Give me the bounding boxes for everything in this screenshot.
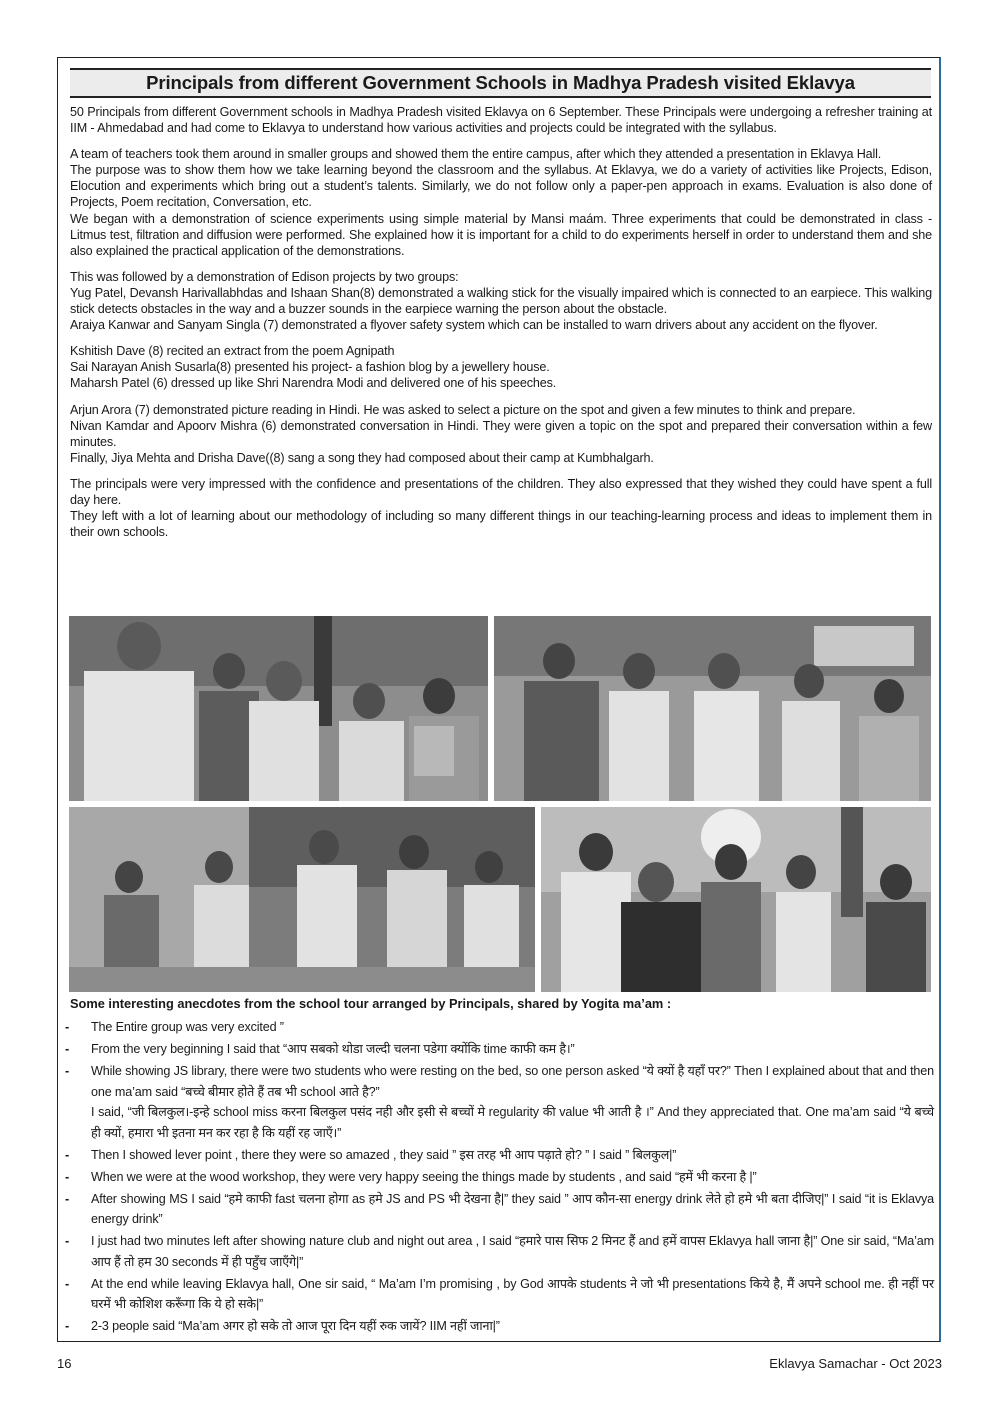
photo-image-icon	[541, 807, 931, 992]
paragraph: Kshitish Dave (8) recited an extract from the poem Agnipath	[70, 344, 395, 359]
paragraph: Maharsh Patel (6) dressed up like Shri Narendra Modi and delivered one of his speeches.	[70, 376, 557, 391]
list-item	[62, 1145, 934, 1166]
paragraph: The purpose was to show them how we take learning beyond the classroom and the syllabus. At Eklavya, we do a variety of activities like Projects, Edison, Elocution and experiments which bring out a student’s talents. Similarly, we do not follow only a paper-pen approach in exams. Evaluation is also done of Projects, Poem recitation, Conversation, etc.	[70, 163, 932, 210]
paragraph: They left with a lot of learning about our methodology of including so many different things in our teaching-learning process and ideas to implement them in their own schools.	[70, 509, 932, 540]
page-number: 16	[57, 1356, 72, 1371]
list-item	[62, 1231, 934, 1272]
paragraph: This was followed by a demonstration of Edison projects by two groups:	[70, 269, 459, 284]
photo-group-principals-workshop	[69, 807, 535, 992]
dash-bullet-icon: -	[65, 1319, 70, 1333]
paragraph: Yug Patel, Devansh Harivallabhdas and Ishaan Shan(8) demonstrated a walking stick for the visually impaired which is connected to an earpiece. This walking stick detects obstacles in the way and a buzzer sounds in the earpiece warning the person about the obstacle.	[70, 285, 932, 317]
anecdote-text: The Entire group was very excited ”	[91, 1020, 284, 1034]
list-item	[62, 1061, 934, 1143]
photo-image-icon	[494, 616, 931, 801]
photo-image-icon	[69, 616, 488, 801]
list-item	[62, 1039, 934, 1060]
anecdote-text: When we were at the wood workshop, they were very happy seeing the things made by students , and said “हमें भी करना है |”	[91, 1169, 757, 1184]
dash-bullet-icon: -	[65, 1276, 70, 1291]
dash-bullet-icon: -	[65, 1020, 70, 1034]
paragraph: 50 Principals from different Government schools in Madhya Pradesh visited Eklavya on 6 September. These Principals were undergoing a refresher training at IIM - Ahmedabad and had come to Eklavya to understand how various activities and projects could be integrated with the syllabus.	[70, 105, 932, 136]
article-title: Principals from different Government Schools in Madhya Pradesh visited Eklavya	[146, 72, 855, 93]
list-item	[62, 1167, 934, 1188]
dash-bullet-icon: -	[65, 1064, 70, 1078]
paragraph: Finally, Jiya Mehta and Drisha Dave((8) sang a song they had composed about their camp at Kumbhalgarh.	[70, 450, 654, 465]
article-body	[70, 104, 932, 540]
anecdote-text: While showing JS library, there were two students who were resting on the bed, so one person asked “ये क्यों है यहाँ पर?” Then I explained about that and then one ma’am said “बच्चे बीमार होते हैं तब भी school आते है?”	[91, 1064, 934, 1099]
paragraph: A team of teachers took them around in smaller groups and showed them the entire campus, after which they attended a presentation in Eklavya Hall.	[70, 147, 882, 162]
list-item	[62, 1316, 934, 1337]
paragraph: Araiya Kanwar and Sanyam Singla (7) demonstrated a flyover safety system which can be installed to warn drivers about any accident on the flyover.	[70, 318, 878, 333]
dash-bullet-icon: -	[65, 1191, 70, 1206]
anecdote-text: 2-3 people said “Ma’am अगर हो सके तो आज पूरा दिन यहीं रुक जायें? IIM नहीं जाना|”	[91, 1319, 500, 1333]
dash-bullet-icon: -	[65, 1147, 70, 1162]
list-item	[62, 1274, 934, 1315]
paragraph: We began with a demonstration of science experiments using simple material by Mansi maám. Three experiments that could be demonstrated in class - Litmus test, filtration and diffusion were performed. She explained how it is important for a child to do experiments herself in order to understand them and she also explained the practical application of the demonstrations.	[70, 211, 932, 258]
publication-name: Eklavya Samachar - Oct 2023	[769, 1356, 942, 1371]
anecdote-text: At the end while leaving Eklavya hall, One sir said, “ Ma’am I’m promising , by God आपके students ने जो भी presentations किये है, मैं अपने school me. ही नहीं पर घरमें भी कोशिश करूँगा कि ये हो सके|”	[91, 1276, 934, 1311]
photo-group-principals-outdoor	[69, 616, 488, 801]
anecdote-text: After showing MS I said “हमे काफी fast चलना होगा as हमे JS and PS भी देखना है|” they said ” आप कौन-सा energy drink लेते हो हमे भी बता दीजिए|” I said “it is Eklavya energy drink”	[91, 1191, 934, 1226]
anecdote-text: I said, “जी बिलकुल।-इन्हे school miss करना बिलकुल पसंद नही और इसी से बच्चों मे regularity की value भी आती है ।” And they appreciated that. One ma’am said “ये बच्चे ही क्यों, हमारा भी इतना मन कर रहा है कि यहीं रह जाएँ।”	[91, 1105, 934, 1140]
anecdotes-heading: Some interesting anecdotes from the school tour arranged by Principals, shared by Yogita ma’am :	[70, 996, 672, 1011]
paragraph: Arjun Arora (7) demonstrated picture reading in Hindi. He was asked to select a picture on the spot and given a few minutes to think and prepare.	[70, 402, 856, 417]
paragraph: The principals were very impressed with the confidence and presentations of the children. They also expressed that they wished they could have spent a full day here.	[70, 476, 932, 507]
list-item	[62, 1017, 934, 1038]
anecdote-text: Then I showed lever point , there they were so amazed , they said ” इस तरह भी आप पढ़ाते हो? ” I said ” बिलकुल|”	[91, 1147, 677, 1162]
list-item	[62, 1189, 934, 1230]
anecdotes-list	[62, 1017, 934, 1338]
photo-image-icon	[69, 807, 535, 992]
paragraph: Sai Narayan Anish Susarla(8) presented his project- a fashion blog by a jewellery house.	[70, 360, 550, 375]
article-title-band	[70, 68, 931, 98]
photo-group-principals-campus	[494, 616, 931, 801]
photo-group-principals-teacher	[541, 807, 931, 992]
anecdote-text: From the very beginning I said that “आप सबको थोडा जल्दी चलना पडेगा क्योंकि time काफी कम है।”	[91, 1042, 575, 1056]
paragraph: Nivan Kamdar and Apoorv Mishra (6) demonstrated conversation in Hindi. They were given a topic on the spot and prepared their conversation within a few minutes.	[70, 418, 932, 449]
dash-bullet-icon: -	[65, 1042, 70, 1056]
dash-bullet-icon: -	[65, 1169, 70, 1184]
dash-bullet-icon: -	[65, 1234, 70, 1248]
anecdote-text: I just had two minutes left after showing nature club and night out area , I said “हमारे पास सिफ 2 मिनट हैं and हमें वापस Eklavya hall जाना है|” One sir said, “Ma’am आप हैं तो हम 30 seconds में ही पहुँच जाएँगे|”	[91, 1234, 934, 1269]
